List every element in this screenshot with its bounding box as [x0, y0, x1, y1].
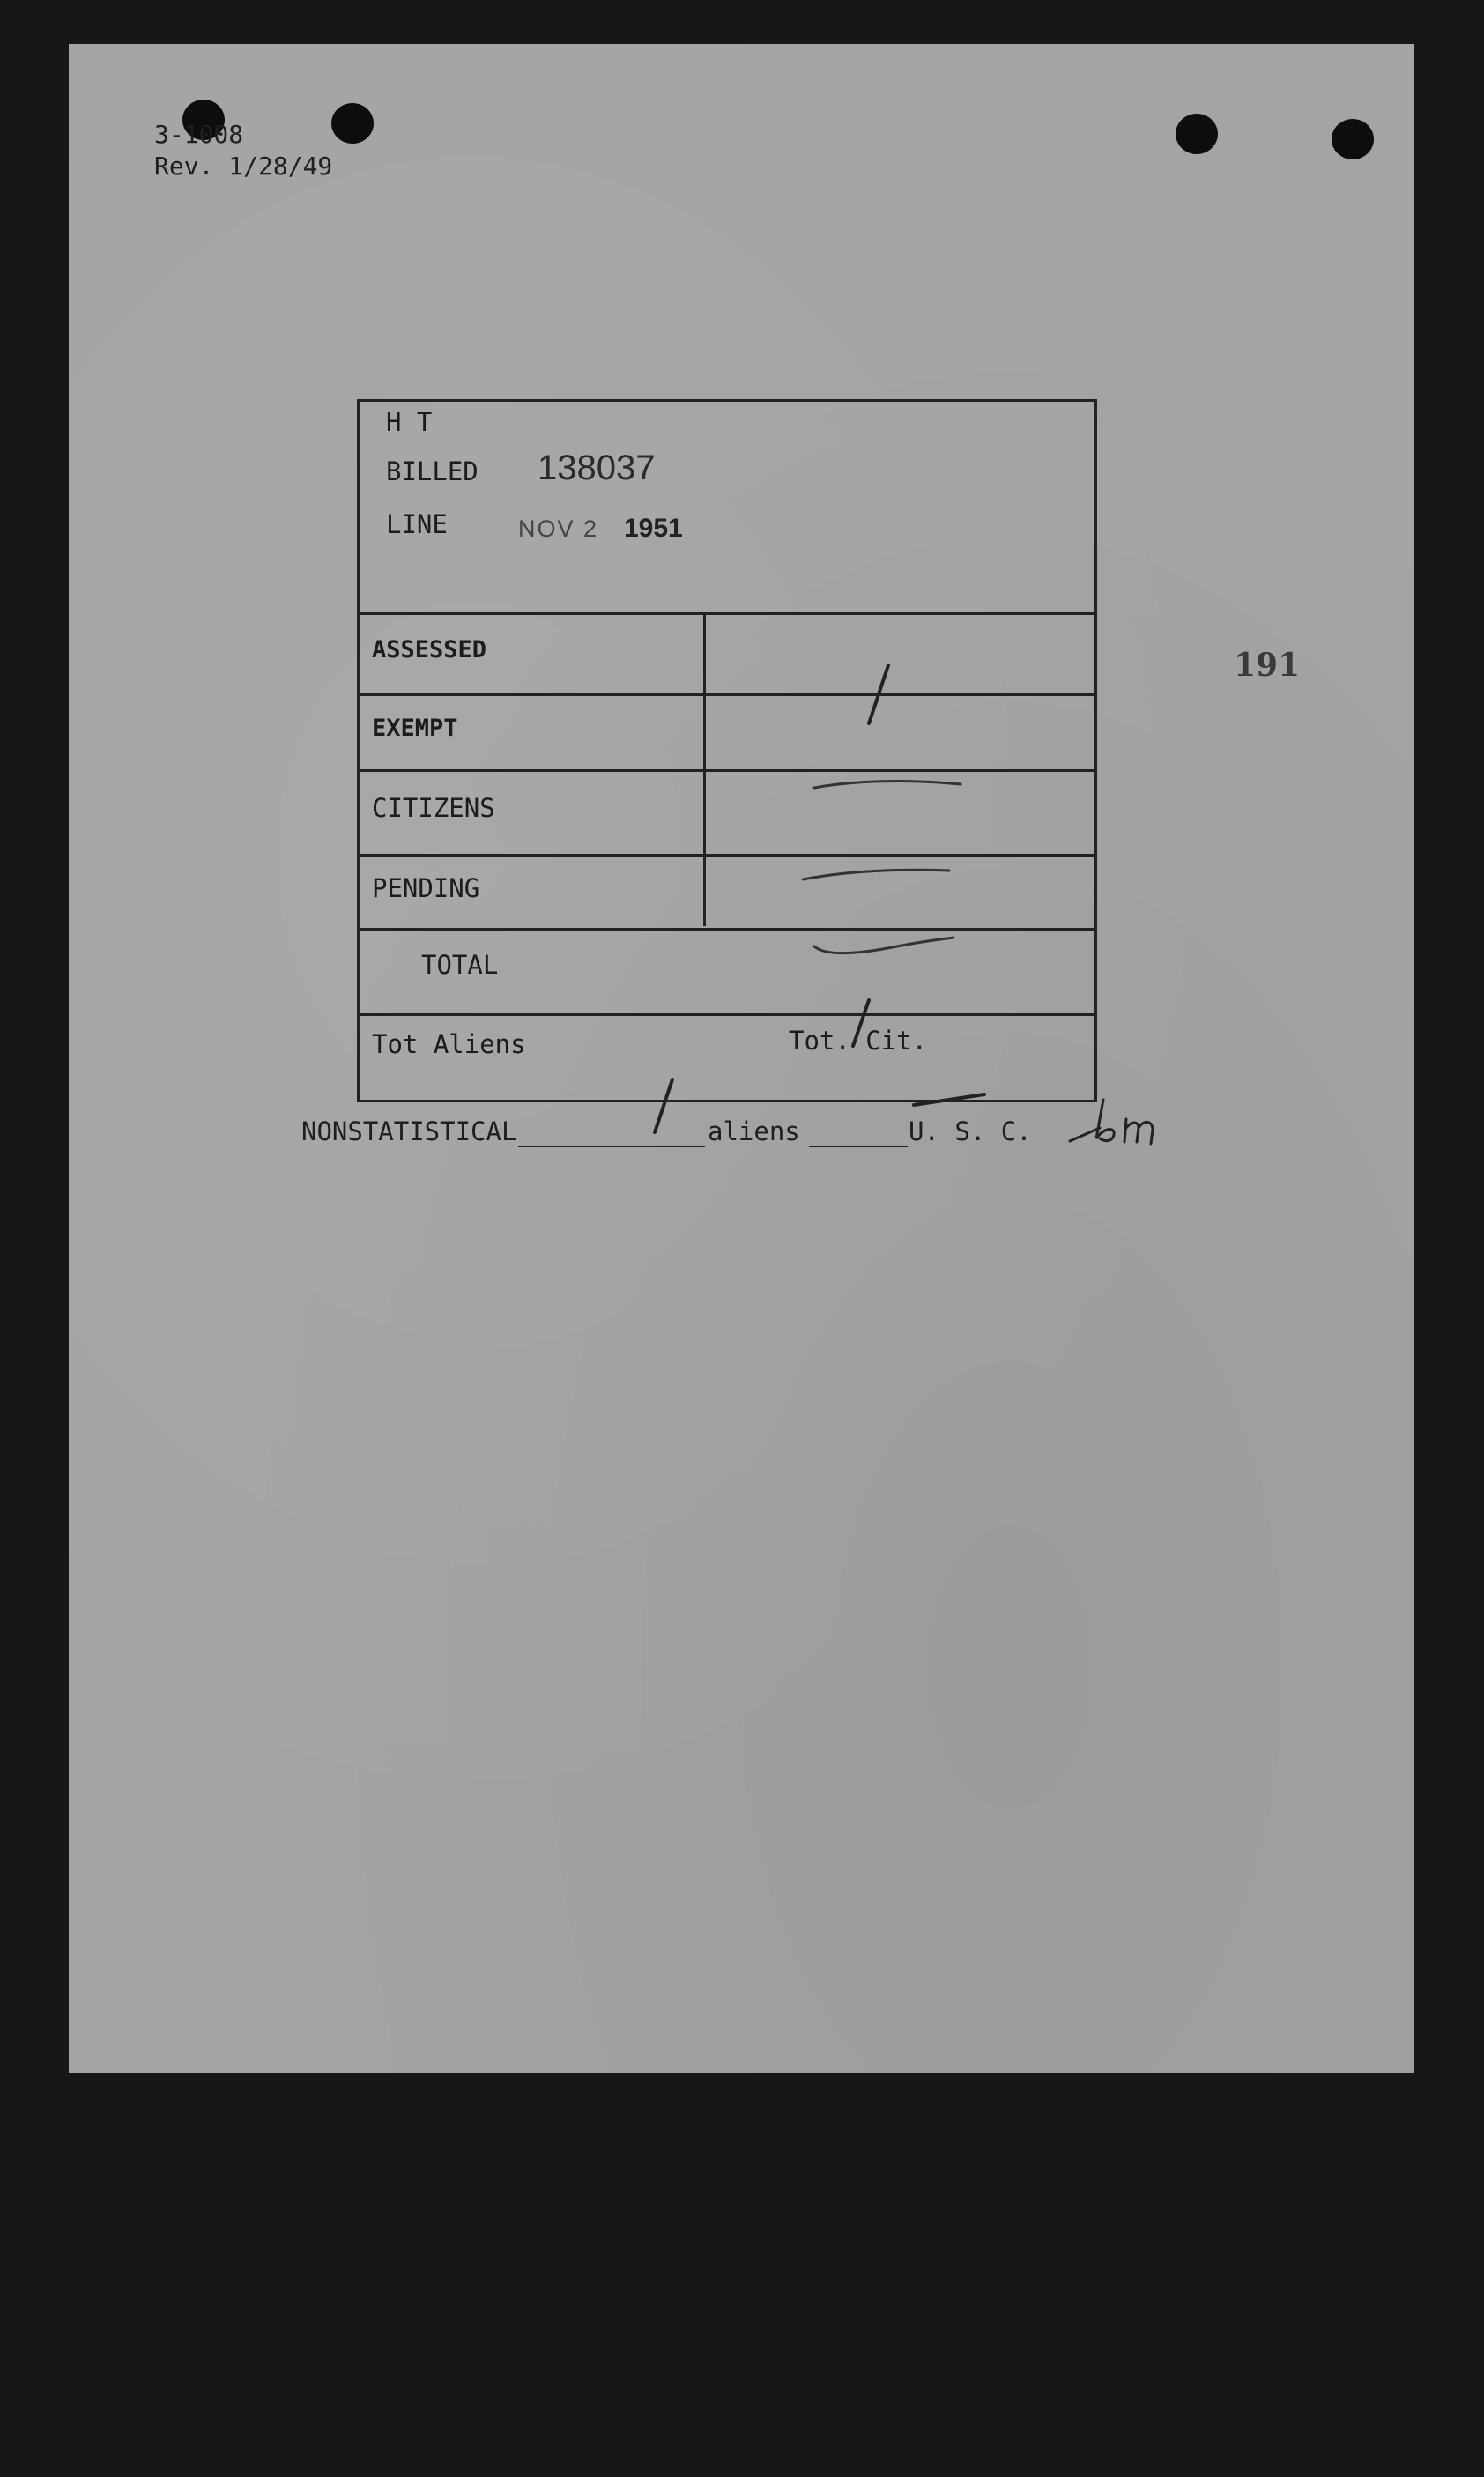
document-sheet	[69, 44, 1414, 2073]
citizens-value-mark	[798, 862, 956, 888]
nonstatistical-label: NONSTATISTICAL	[301, 1116, 517, 1146]
usc-label: U. S. C.	[909, 1116, 1032, 1146]
nonstatistical-blank	[518, 1146, 705, 1147]
rule-total-bottom	[360, 1013, 1094, 1016]
revision-date: Rev. 1/28/49	[154, 152, 333, 181]
tot-aliens-label: Tot Aliens	[372, 1029, 526, 1059]
date-stamp-month: NOV 2	[518, 515, 599, 542]
aliens-blank	[809, 1146, 908, 1147]
rule-exempt-bottom	[360, 769, 1094, 772]
tot-cit-value-mark	[910, 1087, 990, 1114]
handwritten-initials	[1065, 1093, 1170, 1154]
row-label-citizens: CITIZENS	[372, 793, 495, 823]
punch-hole-right-1	[1176, 114, 1218, 154]
header-code: H T	[386, 407, 433, 437]
billed-label: BILLED	[386, 456, 479, 486]
line-label: LINE	[386, 509, 448, 539]
row-label-exempt: EXEMPT	[372, 715, 458, 742]
exempt-value-mark	[809, 772, 968, 798]
billed-number: 138037	[538, 449, 656, 487]
row-label-total: TOTAL	[421, 950, 499, 980]
row-label-assessed: ASSESSED	[372, 636, 487, 664]
tot-aliens-value-mark	[648, 1076, 683, 1138]
rule-citizens-bottom	[360, 854, 1094, 857]
tally-form	[357, 399, 1097, 1102]
form-number: 3-1008	[154, 120, 244, 149]
rule-pending-bottom	[360, 928, 1094, 931]
punch-hole-right-2	[1332, 119, 1374, 159]
aliens-label: aliens	[708, 1116, 800, 1146]
page-number: 191	[1234, 647, 1301, 684]
total-value-mark	[844, 997, 879, 1049]
tot-cit-label: Tot. Cit.	[789, 1026, 928, 1056]
pending-value-mark	[809, 927, 959, 962]
column-divider	[703, 615, 706, 926]
rule-header-bottom	[360, 612, 1094, 615]
rule-assessed-bottom	[360, 693, 1094, 696]
date-stamp-year: 1951	[624, 514, 683, 543]
punch-hole-left-2	[331, 103, 374, 144]
assessed-value-mark	[862, 662, 897, 728]
row-label-pending: PENDING	[372, 873, 480, 903]
